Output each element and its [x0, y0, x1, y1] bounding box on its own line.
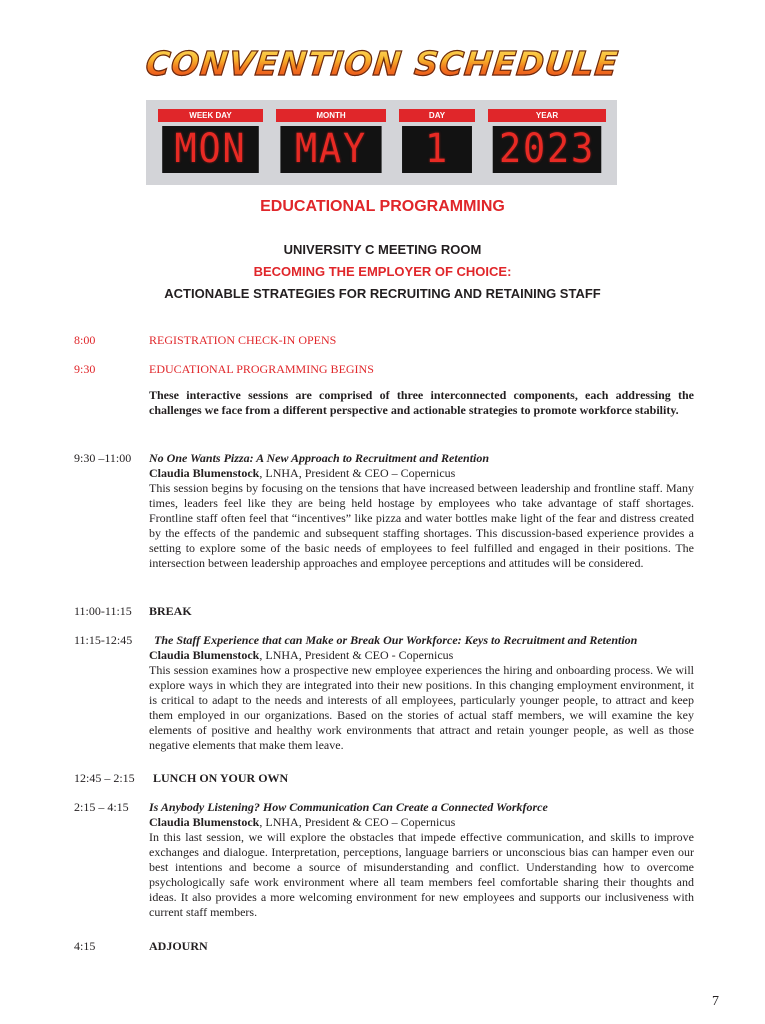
day-label: DAY	[399, 109, 475, 122]
speaker-line	[149, 815, 694, 830]
session-title: BECOMING THE EMPLOYER OF CHOICE:	[253, 264, 512, 279]
year-value: 2023	[493, 126, 602, 173]
item-time: 9:30	[74, 362, 96, 376]
speaker-role: , LNHA, President & CEO – Copernicus	[259, 466, 456, 480]
date-display-panel	[146, 100, 617, 185]
session-description: In this last session, we will explore the obstacles that impede effective communication, and skills to improve exchanges and dialogue. Interpretation, perceptions, language barriers or unconscious bias can hamper even our best intentions and become a source of misunderstanding and conflict. Understanding how to overcome psychologically safe work environment where all team members feel comfortable sharing their thoughts and ideas. It also provides a more welcoming environment for new employees and supports our inclusiveness with current staff members.	[149, 830, 694, 919]
item-label: REGISTRATION CHECK-IN OPENS	[149, 333, 337, 347]
session-subtitle: ACTIONABLE STRATEGIES FOR RECRUITING AND RETAINING STAFF	[164, 286, 601, 301]
day-cell	[399, 109, 475, 173]
section-title: EDUCATIONAL PROGRAMMING	[260, 198, 505, 215]
speaker-line	[149, 648, 694, 663]
weekday-cell	[158, 109, 263, 173]
month-cell	[276, 109, 386, 173]
item-time: 8:00	[74, 333, 96, 347]
room-name: UNIVERSITY C MEETING ROOM	[283, 242, 482, 257]
speaker-name: Claudia Blumenstock	[149, 648, 260, 662]
convention-schedule-title-wrap	[0, 44, 765, 83]
session-heading: Is Anybody Listening? How Communication Can Create a Connected Workforce	[149, 800, 548, 814]
day-value: 1	[402, 126, 472, 173]
item-label: EDUCATIONAL PROGRAMMING BEGINS	[149, 362, 374, 376]
convention-schedule-title: CONVENTION SCHEDULE	[144, 44, 621, 83]
year-cell	[488, 109, 606, 173]
break-label: ADJOURN	[149, 939, 208, 953]
session-description: This session examines how a prospective new employee experiences the hiring and onboarding process. We will explore ways in which they are integrated into their new positions. In this changing employment environment, it is critical to adapt to the needs and interests of all employees, particularly younger people, to attract and keep them employed in our organizations. Based on the stories of actual staff members, we will examine the key elements of positive and healthy work environments that attract and retain younger people, as well as those negative elements that make them leave.	[149, 663, 694, 752]
session-time: 2:15 – 4:15	[74, 800, 129, 814]
speaker-role: , LNHA, President & CEO - Copernicus	[259, 648, 454, 662]
session-heading: No One Wants Pizza: A New Approach to Recruitment and Retention	[149, 451, 490, 465]
session-time: 11:15-12:45	[74, 633, 133, 647]
break-label: BREAK	[149, 604, 192, 618]
session-description: This session begins by focusing on the tensions that have increased between leadership and frontline staff. Many times, leaders feel like they are being held hostage by employees who take advantage of staff shortages. Frontline staff often feel that “incentives” like pizza and water bottles make light of the fear and distress created by the effects of the pandemic and subsequent staffing shortages. This discussion-based experience provides a setting to explore some of the basic needs of employees to feel fulfilled and engaged in their positions. The intersection between leadership approaches and employee perceptions and attitudes will be considered.	[149, 481, 694, 570]
speaker-role: , LNHA, President & CEO – Copernicus	[259, 815, 456, 829]
page-number: 7	[712, 994, 719, 1009]
break-time: 11:00-11:15	[74, 604, 132, 618]
weekday-label: WEEK DAY	[158, 109, 263, 122]
break-label: LUNCH ON YOUR OWN	[153, 771, 289, 785]
break-time: 12:45 – 2:15	[74, 771, 135, 785]
break-time: 4:15	[74, 939, 96, 953]
weekday-value: MON	[162, 126, 259, 173]
year-label: YEAR	[488, 109, 606, 122]
speaker-name: Claudia Blumenstock	[149, 466, 260, 480]
speaker-name: Claudia Blumenstock	[149, 815, 260, 829]
session-heading: The Staff Experience that can Make or Break Our Workforce: Keys to Recruitment and Retention	[154, 633, 638, 647]
speaker-line	[149, 466, 694, 481]
month-value: MAY	[280, 126, 381, 173]
intro-paragraph: These interactive sessions are comprised of three interconnected components, each addressing the challenges we face from a different perspective and actionable strategies to promote workforce stability.	[149, 388, 694, 417]
session-time: 9:30 –11:00	[74, 451, 132, 465]
month-label: MONTH	[276, 109, 386, 122]
